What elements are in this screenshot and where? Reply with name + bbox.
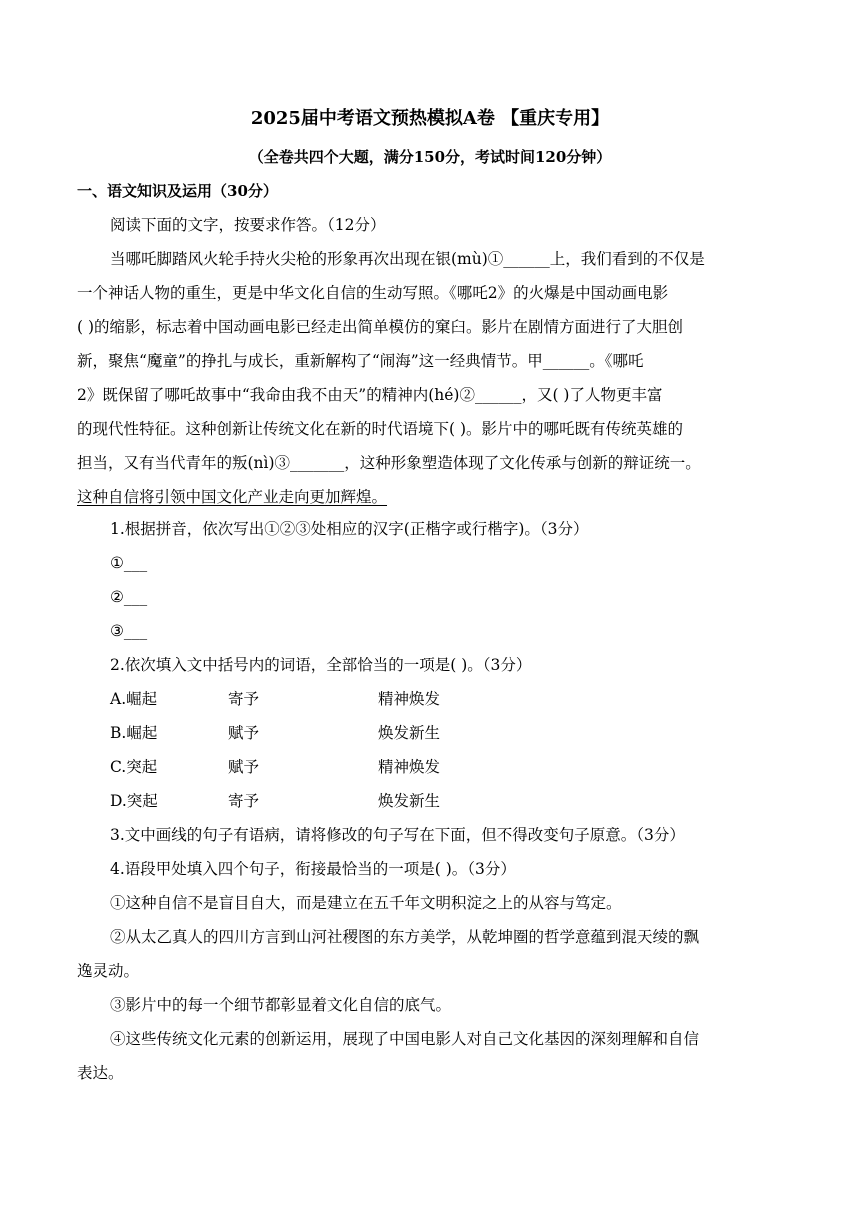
option-word-3: 焕发新生 (378, 724, 441, 742)
option-word-3: 焕发新生 (378, 792, 441, 810)
passage-instruction: 阅读下面的文字，按要求作答。（12分） (110, 216, 386, 234)
option-letter-word: C.突起 (110, 758, 158, 776)
question-4-sentence: ③影片中的每一个细节都彰显着文化自信的底气。 (110, 996, 452, 1014)
question-1-blank: ③___ (110, 622, 148, 640)
passage-line: 当哪吒脚踏风火轮手持火尖枪的形象再次出现在银(mù)①______上，我们看到的不仅是 (110, 250, 705, 268)
option-word-3: 精神焕发 (378, 758, 441, 776)
question-4-sentence: ④这些传统文化元素的创新运用，展现了中国电影人对自己文化基因的深刻理解和自信 (110, 1030, 700, 1048)
exam-title: 2025届中考语文预热模拟A卷 【重庆专用】 (250, 108, 610, 129)
question-2-stem: 2.依次填入文中括号内的词语，全部恰当的一项是( )。（3分） (110, 656, 532, 674)
option-letter-word: A.崛起 (110, 690, 158, 708)
passage-line: 担当，又有当代青年的叛(nì)③_______，这种形象塑造体现了文化传承与创新的辩证统一。 (77, 454, 701, 472)
question-3-stem: 3.文中画线的句子有语病，请将修改的句子写在下面，但不得改变句子原意。（3分） (110, 826, 685, 844)
exam-subtitle: （全卷共四个大题，满分150分，考试时间120分钟） (248, 148, 612, 166)
passage-line: 的现代性特征。这种创新让传统文化在新的时代语境下( )。影片中的哪吒既有传统英雄的 (77, 420, 684, 438)
option-word-2: 赋予 (228, 758, 260, 776)
passage-line: 新，聚焦“魔童”的挣扎与成长，重新解构了“闹海”这一经典情节。甲______。《哪吒 (77, 352, 644, 370)
question-4-stem: 4.语段甲处填入四个句子，衔接最恰当的一项是( )。（3分） (110, 860, 516, 878)
question-4-sentence-continued: 表达。 (77, 1064, 124, 1082)
passage-line: ( )的缩影，标志着中国动画电影已经走出简单模仿的窠臼。影片在剧情方面进行了大胆创 (77, 318, 684, 336)
option-word-3: 精神焕发 (378, 690, 441, 708)
option-letter-word: D.突起 (110, 792, 158, 810)
question-1-blank: ①___ (110, 554, 148, 572)
question-4-sentence-continued: 逸灵动。 (77, 962, 140, 980)
question-4-sentence: ①这种自信不是盲目自大，而是建立在五千年文明积淀之上的从容与笃定。 (110, 894, 622, 912)
question-1-stem: 1.根据拼音，依次写出①②③处相应的汉字(正楷字或行楷字)。（3分） (110, 520, 589, 538)
passage-line: 一个神话人物的重生，更是中华文化自信的生动写照。《哪吒2》的火爆是中国动画电影 (77, 284, 669, 302)
question-4-sentence: ②从太乙真人的四川方言到山河社稷图的东方美学，从乾坤圈的哲学意蕴到混天绫的飘 (110, 928, 700, 946)
section-heading: 一、语文知识及运用（30分） (77, 182, 278, 200)
option-word-2: 寄予 (228, 792, 260, 810)
underlined-sentence: 这种自信将引领中国文化产业走向更加辉煌。 (77, 488, 388, 506)
question-1-blank: ②___ (110, 588, 148, 606)
option-word-2: 寄予 (228, 690, 260, 708)
passage-line: 2》既保留了哪吒故事中“我命由我不由天”的精神内(hé)②______，又( )了人物更丰富 (77, 386, 663, 404)
option-letter-word: B.崛起 (110, 724, 158, 742)
option-word-2: 赋予 (228, 724, 260, 742)
